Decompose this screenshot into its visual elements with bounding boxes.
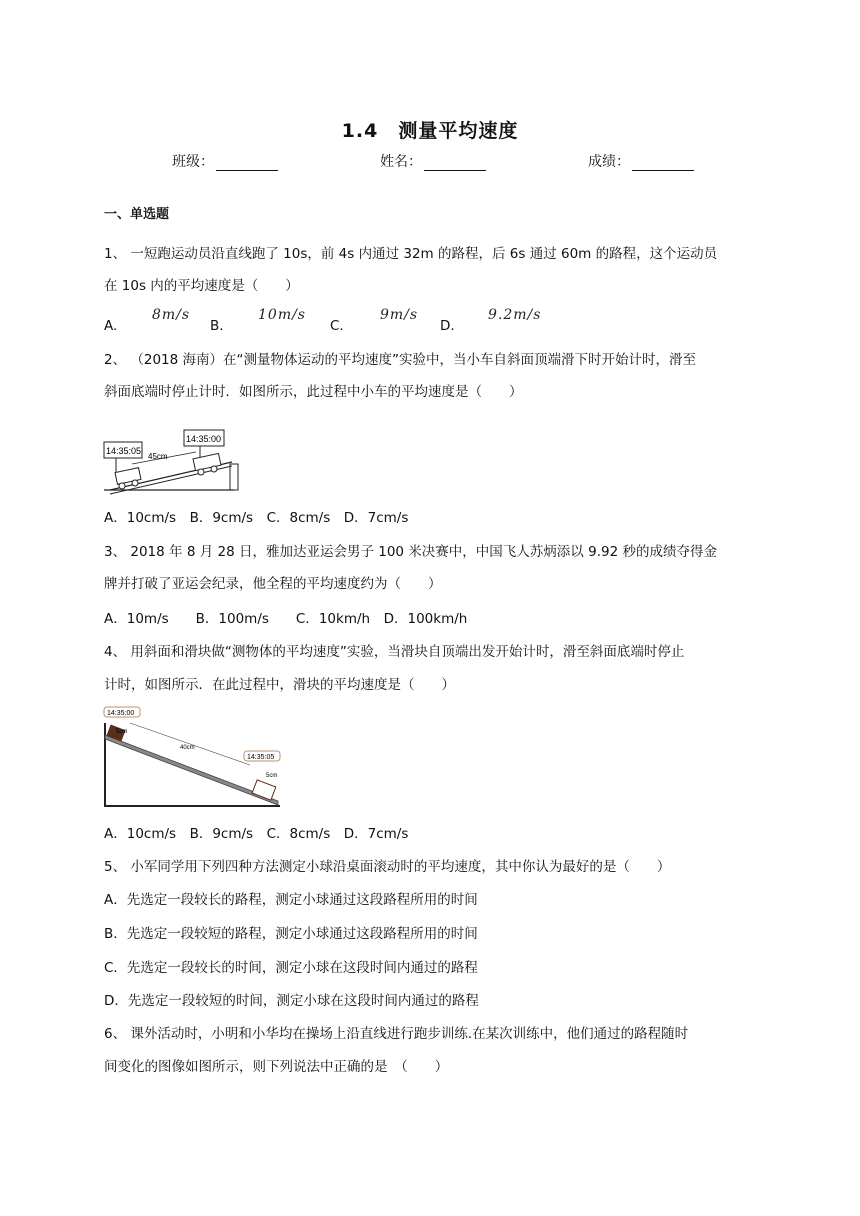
q5-option-c: C．先选定一段较长的时间，测定小球在这段时间内通过的路程 bbox=[104, 960, 478, 976]
q5-option-a: A．先选定一段较长的路程，测定小球通过这段路程所用的时间 bbox=[104, 892, 478, 908]
page-title: 1.4 测量平均速度 bbox=[341, 120, 519, 142]
q1-value-c: 9m/s bbox=[380, 307, 419, 323]
q1-option-c: C. bbox=[330, 318, 344, 334]
q2-stem-line2: 斜面底端时停止计时．如图所示，此过程中小车的平均速度是（ ） bbox=[104, 384, 523, 400]
name-blank[interactable] bbox=[424, 156, 486, 171]
q1-value-d: 9.2m/s bbox=[488, 307, 542, 323]
q4-options: A．10cm/s B．9cm/s C．8cm/s D．7cm/s bbox=[104, 826, 409, 842]
score-label: 成绩： bbox=[588, 154, 630, 170]
q3-options: A．10m/s B．100m/s C．10km/h D．100km/h bbox=[104, 611, 468, 627]
q2-options: A．10cm/s B．9cm/s C．8cm/s D．7cm/s bbox=[104, 510, 409, 526]
name-field bbox=[380, 151, 486, 171]
q2-time-end: 14:35:05 bbox=[106, 446, 142, 456]
q2-stem-line1: 2、 （2018 海南）在“测量物体运动的平均速度”实验中，当小车自斜面顶端滑下时开始计时，滑至 bbox=[104, 352, 697, 368]
q4-time-end: 14:35:05 bbox=[247, 754, 275, 761]
q4-dist-slider-bottom: 5cm bbox=[266, 773, 278, 779]
q4-slider-end bbox=[252, 780, 276, 800]
q1-stem-line1: 1、 一短跑运动员沿直线跑了 10s，前 4s 内通过 32m 的路程，后 6s 通过 60m 的路程，这个运动员 bbox=[104, 246, 718, 262]
q4-dist-slider-top: 5cm bbox=[116, 729, 128, 735]
q1-option-a: A. bbox=[104, 318, 118, 334]
q5-option-d: D．先选定一段较短的时间，测定小球在这段时间内通过的路程 bbox=[104, 993, 479, 1009]
class-blank[interactable] bbox=[216, 156, 278, 171]
q5-option-b: B．先选定一段较短的路程，测定小球通过这段路程所用的时间 bbox=[104, 926, 478, 942]
q3-stem-line1: 3、 2018 年 8 月 28 日，雅加达亚运会男子 100 米决赛中，中国飞人苏炳添以 9.92 秒的成绩夺得金 bbox=[104, 544, 717, 560]
q6-stem-line2: 间变化的图像如图所示，则下列说法中正确的是 （ ） bbox=[104, 1059, 449, 1075]
q4-stem-line1: 4、 用斜面和滑块做“测物体的平均速度”实验，当滑块自顶端出发开始计时，滑至斜面底端时停止 bbox=[104, 644, 685, 660]
name-label: 姓名： bbox=[380, 154, 422, 170]
q2-time-start: 14:35:00 bbox=[186, 434, 222, 444]
q1-stem-line2: 在 10s 内的平均速度是（ ） bbox=[104, 278, 299, 294]
class-field bbox=[172, 151, 278, 171]
q4-dist-label: 40cm bbox=[180, 745, 195, 751]
q4-stem-line2: 计时，如图所示．在此过程中，滑块的平均速度是（ ） bbox=[104, 677, 455, 693]
score-blank[interactable] bbox=[632, 156, 694, 171]
q2-wheel bbox=[211, 466, 217, 472]
q2-distance-label: 45cm bbox=[148, 452, 168, 461]
q2-block bbox=[230, 464, 238, 490]
q4-time-start: 14:35:00 bbox=[107, 710, 135, 717]
q4-distance-arrow bbox=[130, 723, 250, 765]
q3-stem-line2: 牌并打破了亚运会纪录，他全程的平均速度约为（ ） bbox=[104, 576, 442, 592]
q1-value-a: 8m/s bbox=[152, 307, 191, 323]
score-field bbox=[588, 151, 694, 171]
q2-wheel bbox=[119, 483, 125, 489]
q1-value-b: 10m/s bbox=[258, 307, 306, 323]
q2-wheel bbox=[198, 469, 204, 475]
class-label: 班级： bbox=[172, 154, 214, 170]
q2-incline-figure bbox=[102, 428, 242, 496]
section-heading: 一、单选题 bbox=[104, 207, 170, 222]
q2-wheel bbox=[132, 480, 138, 486]
q4-incline-figure bbox=[102, 705, 282, 809]
q5-stem: 5、 小军同学用下列四种方法测定小球沿桌面滚动时的平均速度，其中你认为最好的是（ ） bbox=[104, 859, 671, 875]
q6-stem-line1: 6、 课外活动时，小明和小华均在操场上沿直线进行跑步训练.在某次训练中，他们通过的路程随时 bbox=[104, 1026, 689, 1042]
q1-option-b: B. bbox=[210, 318, 224, 334]
q1-option-d: D. bbox=[440, 318, 455, 334]
